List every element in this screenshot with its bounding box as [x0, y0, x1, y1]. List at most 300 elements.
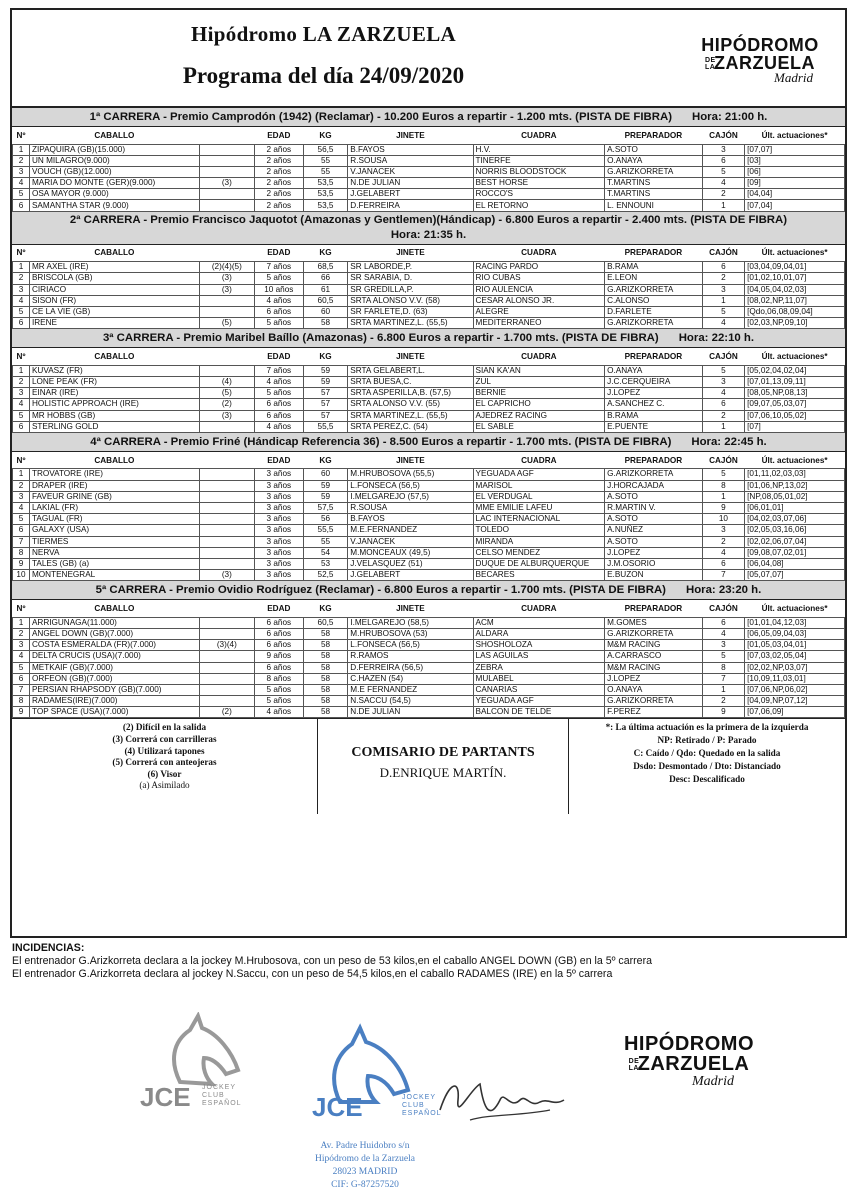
- table-cell: 53,5: [303, 178, 348, 189]
- table-cell: T.MARTINS: [605, 189, 703, 200]
- table-cell: MULABEL: [473, 673, 605, 684]
- table-cell: 5: [13, 410, 30, 421]
- race-header: [12, 212, 845, 245]
- col-last: Últ. actuaciones*: [761, 455, 828, 465]
- table-cell: 8: [13, 696, 30, 707]
- table-cell: M&M RACING: [605, 640, 703, 651]
- col-equipment: [199, 245, 254, 262]
- race-time: Hora: 21:35 h.: [390, 228, 467, 241]
- table-cell: 9: [702, 707, 744, 718]
- race-table: [12, 452, 845, 581]
- col-horse: CABALLO: [94, 604, 135, 613]
- table-cell: J.HORCAJADA: [605, 480, 703, 491]
- table-cell: [199, 696, 254, 707]
- table-cell: 5: [702, 651, 744, 662]
- jce-logo: JCE JOCKEY CLUB ESPAÑOL: [140, 1012, 300, 1132]
- table-cell: 5: [702, 365, 744, 376]
- col-stable: CUADRA: [521, 352, 557, 361]
- col-num: Nº: [16, 604, 26, 613]
- table-cell: 5 años: [254, 388, 303, 399]
- table-cell: YEGUADA AGF: [473, 696, 605, 707]
- hipodromo-logo-bottom: HIPÓDROMO DE LAZARZUELA Madrid: [623, 1033, 755, 1089]
- legend-item: (2) Difícil en la salida: [122, 722, 207, 733]
- note-item: C: Caído / Qdo: Quedado en la salida: [633, 748, 781, 759]
- table-row: [13, 558, 845, 569]
- table-cell: [01,01,04,12,03]: [745, 617, 845, 628]
- table-cell: [199, 617, 254, 628]
- table-cell: [07,06,NP,06,02]: [745, 684, 845, 695]
- col-trainer: PREPARADOR: [624, 604, 683, 613]
- table-cell: [199, 673, 254, 684]
- col-stable: CUADRA: [521, 130, 557, 140]
- table-cell: (3)(4): [199, 640, 254, 651]
- table-cell: [06]: [745, 166, 845, 177]
- table-cell: A.CARRASCO: [605, 651, 703, 662]
- table-cell: 2 años: [254, 144, 303, 155]
- table-cell: [02,02,NP,03,07]: [745, 662, 845, 673]
- table-cell: J.LOPEZ: [605, 547, 703, 558]
- table-cell: ALEGRE: [473, 306, 605, 317]
- table-cell: 5: [13, 306, 30, 317]
- table-row: [13, 166, 845, 177]
- table-cell: [04,04]: [745, 189, 845, 200]
- col-age: EDAD: [267, 455, 291, 465]
- table-cell: 5: [13, 662, 30, 673]
- table-cell: BERNIE: [473, 388, 605, 399]
- col-trainer: PREPARADOR: [624, 455, 683, 465]
- table-cell: 53,5: [303, 189, 348, 200]
- footer-box: [12, 718, 845, 814]
- table-cell: A.SOTO: [605, 491, 703, 502]
- table-cell: (3): [199, 284, 254, 295]
- table-cell: 57: [303, 399, 348, 410]
- table-cell: TROVATORE (IRE): [29, 469, 199, 480]
- table-cell: 2: [702, 273, 744, 284]
- table-cell: 6: [13, 525, 30, 536]
- table-cell: STERLING GOLD: [29, 421, 199, 432]
- table-cell: SR FARLETE,D. (63): [348, 306, 473, 317]
- races-container: [12, 108, 845, 718]
- table-cell: [02,02,06,07,04]: [745, 536, 845, 547]
- table-cell: 6: [702, 558, 744, 569]
- table-row: [13, 570, 845, 581]
- table-cell: MONTENEGRAL: [29, 570, 199, 581]
- table-cell: EL VERDUGAL: [473, 491, 605, 502]
- table-cell: 3: [13, 388, 30, 399]
- table-cell: 57: [303, 388, 348, 399]
- table-cell: 2 años: [254, 189, 303, 200]
- table-cell: 58: [303, 673, 348, 684]
- table-cell: B.FAYOS: [348, 514, 473, 525]
- table-cell: 3 años: [254, 525, 303, 536]
- table-row: [13, 155, 845, 166]
- table-cell: M.E FERNANDEZ: [348, 684, 473, 695]
- table-cell: V.JANACEK: [348, 536, 473, 547]
- table-cell: E.LEON: [605, 273, 703, 284]
- table-cell: 58: [303, 628, 348, 639]
- table-cell: MME EMILIE LAFEU: [473, 502, 605, 513]
- table-cell: (2): [199, 707, 254, 718]
- table-cell: YEGUADA AGF: [473, 469, 605, 480]
- race-section: [12, 212, 845, 330]
- table-cell: [Qdo,06,08,09,04]: [745, 306, 845, 317]
- legend-item: (a) Asimilado: [139, 780, 190, 791]
- table-cell: F.PEREZ: [605, 707, 703, 718]
- table-cell: 1: [13, 262, 30, 273]
- table-cell: 61: [303, 284, 348, 295]
- table-cell: TINERFE: [473, 155, 605, 166]
- table-row: [13, 536, 845, 547]
- table-cell: GALAXY (USA): [29, 525, 199, 536]
- race-table: [12, 127, 845, 212]
- table-cell: M.HRUBOSOVA (53): [348, 628, 473, 639]
- table-cell: [07,03,02,05,04]: [745, 651, 845, 662]
- table-cell: MARIA DO MONTE (GER)(9.000): [29, 178, 199, 189]
- table-cell: 5 años: [254, 273, 303, 284]
- table-cell: COSTA ESMERALDA (FR)(7.000): [29, 640, 199, 651]
- table-cell: [09,07,05,03,07]: [745, 399, 845, 410]
- col-kg: KG: [319, 248, 332, 258]
- table-cell: UN MILAGRO(9.000): [29, 155, 199, 166]
- table-cell: [01,05,03,04,01]: [745, 640, 845, 651]
- table-cell: SRTA MARTINEZ,L. (55,5): [348, 318, 473, 329]
- program-sheet: [10, 8, 847, 938]
- table-cell: 4: [13, 502, 30, 513]
- table-row: [13, 628, 845, 639]
- note-item: Desc: Descalificado: [669, 774, 745, 785]
- table-cell: 6 años: [254, 640, 303, 651]
- table-cell: 3 años: [254, 536, 303, 547]
- table-cell: NORRIS BLOODSTOCK: [473, 166, 605, 177]
- table-cell: [199, 166, 254, 177]
- col-kg: KG: [319, 352, 332, 361]
- table-cell: IRENE: [29, 318, 199, 329]
- table-cell: MR HOBBS (GB): [29, 410, 199, 421]
- note-item: *: La última actuación es la primera de la izquierda: [605, 722, 809, 733]
- table-row: [13, 306, 845, 317]
- race-time: Hora: 22:45 h.: [691, 435, 767, 448]
- table-cell: L.FONSECA (56,5): [348, 640, 473, 651]
- table-cell: TIERMES: [29, 536, 199, 547]
- table-cell: 58: [303, 662, 348, 673]
- table-cell: [07,07]: [745, 144, 845, 155]
- col-jockey: JINETE: [396, 455, 425, 465]
- table-cell: 53: [303, 558, 348, 569]
- table-row: [13, 491, 845, 502]
- table-cell: 3 años: [254, 491, 303, 502]
- col-age: EDAD: [267, 130, 291, 140]
- table-cell: SISON (FR): [29, 295, 199, 306]
- table-cell: EL CAPRICHO: [473, 399, 605, 410]
- table-cell: [07]: [745, 421, 845, 432]
- table-cell: 1: [702, 491, 744, 502]
- table-cell: 3: [13, 640, 30, 651]
- table-cell: 4 años: [254, 707, 303, 718]
- table-cell: FAVEUR GRINE (GB): [29, 491, 199, 502]
- table-cell: VOUCH (GB)(12.000): [29, 166, 199, 177]
- table-cell: 57,5: [303, 502, 348, 513]
- table-cell: O.ANAYA: [605, 155, 703, 166]
- table-cell: RADAMES(IRE)(7.000): [29, 696, 199, 707]
- table-cell: [199, 558, 254, 569]
- table-cell: OSA MAYOR (9.000): [29, 189, 199, 200]
- table-cell: 3 años: [254, 558, 303, 569]
- table-row: [13, 617, 845, 628]
- table-cell: ANGEL DOWN (GB)(7.000): [29, 628, 199, 639]
- table-cell: (3): [199, 178, 254, 189]
- col-num: Nº: [16, 130, 26, 140]
- table-cell: A.SOTO: [605, 536, 703, 547]
- table-row: [13, 684, 845, 695]
- table-cell: ZEBRA: [473, 662, 605, 673]
- table-cell: 6 años: [254, 410, 303, 421]
- table-cell: MIRANDA: [473, 536, 605, 547]
- col-equipment: [199, 452, 254, 469]
- table-cell: [08,02,NP,11,07]: [745, 295, 845, 306]
- table-cell: SRTA MARTINEZ,L. (55,5): [348, 410, 473, 421]
- table-cell: RIO CUBAS: [473, 273, 605, 284]
- table-cell: B.FAYOS: [348, 144, 473, 155]
- table-cell: 56: [303, 514, 348, 525]
- race-section: [12, 108, 845, 212]
- table-cell: 10: [702, 514, 744, 525]
- table-cell: 10: [13, 570, 30, 581]
- header: [12, 10, 845, 108]
- table-row: [13, 673, 845, 684]
- table-cell: A.SOTO: [605, 514, 703, 525]
- table-cell: [199, 295, 254, 306]
- col-trainer: PREPARADOR: [624, 352, 683, 361]
- table-cell: LAKIAL (FR): [29, 502, 199, 513]
- table-cell: [199, 189, 254, 200]
- table-cell: ARRIGUNAGA(11.000): [29, 617, 199, 628]
- col-gate: CAJÓN: [709, 130, 738, 140]
- table-cell: 2: [13, 628, 30, 639]
- table-cell: M.E.FERNANDEZ: [348, 525, 473, 536]
- table-cell: 3: [13, 491, 30, 502]
- table-cell: [199, 480, 254, 491]
- table-cell: TALES (GB) (a): [29, 558, 199, 569]
- table-cell: 2: [13, 480, 30, 491]
- table-cell: 59: [303, 480, 348, 491]
- table-cell: LAC INTERNACIONAL: [473, 514, 605, 525]
- table-cell: B.RAMA: [605, 410, 703, 421]
- table-row: [13, 144, 845, 155]
- table-cell: 4: [13, 178, 30, 189]
- col-age: EDAD: [267, 352, 291, 361]
- table-cell: M.HRUBOSOVA (55,5): [348, 469, 473, 480]
- table-cell: 1: [702, 200, 744, 211]
- col-jockey: JINETE: [396, 352, 425, 361]
- col-jockey: JINETE: [396, 248, 425, 258]
- table-cell: 4: [13, 399, 30, 410]
- table-cell: D.FERREIRA: [348, 200, 473, 211]
- table-cell: [04,09,NP,07,12]: [745, 696, 845, 707]
- col-stable: CUADRA: [521, 455, 557, 465]
- table-cell: J.M.OSORIO: [605, 558, 703, 569]
- table-cell: 6 años: [254, 617, 303, 628]
- table-cell: MEDITERRANEO: [473, 318, 605, 329]
- table-cell: 4: [702, 388, 744, 399]
- table-cell: H.V.: [473, 144, 605, 155]
- table-cell: 2 años: [254, 155, 303, 166]
- table-cell: 3: [702, 376, 744, 387]
- table-cell: 58: [303, 696, 348, 707]
- stamps-area: [0, 1000, 864, 1200]
- table-cell: 55: [303, 155, 348, 166]
- table-cell: [06,01,01]: [745, 502, 845, 513]
- table-cell: R.RAMOS: [348, 651, 473, 662]
- table-row: [13, 525, 845, 536]
- table-cell: L.FONSECA (56,5): [348, 480, 473, 491]
- table-cell: SRTA BUESA,C.: [348, 376, 473, 387]
- table-cell: ZIPAQUIRA (GB)(15.000): [29, 144, 199, 155]
- table-cell: MR AXEL (IRE): [29, 262, 199, 273]
- table-cell: 6: [702, 155, 744, 166]
- table-cell: M.MONCEAUX (49,5): [348, 547, 473, 558]
- table-cell: [199, 155, 254, 166]
- table-row: [13, 178, 845, 189]
- table-cell: (3): [199, 410, 254, 421]
- table-cell: [09]: [745, 178, 845, 189]
- table-cell: [199, 651, 254, 662]
- table-cell: 5 años: [254, 696, 303, 707]
- comisario: COMISARIO DE PARTANTS D.ENRIQUE MARTÍN.: [351, 745, 535, 781]
- table-cell: (2): [199, 399, 254, 410]
- table-cell: SR SARABIA, D.: [348, 273, 473, 284]
- horse-head-icon: [140, 1012, 260, 1092]
- table-cell: 7 años: [254, 262, 303, 273]
- table-cell: 59: [303, 491, 348, 502]
- race-header: [12, 329, 845, 348]
- table-cell: [08,05,NP,08,13]: [745, 388, 845, 399]
- table-cell: J.LOPEZ: [605, 388, 703, 399]
- table-cell: O.ANAYA: [605, 365, 703, 376]
- table-cell: SR GREDILLA,P.: [348, 284, 473, 295]
- table-cell: 3: [702, 640, 744, 651]
- table-cell: 66: [303, 273, 348, 284]
- table-cell: G.ARIZKORRETA: [605, 284, 703, 295]
- table-cell: 3 años: [254, 502, 303, 513]
- col-last: Últ. actuaciones*: [761, 604, 828, 613]
- col-equipment: [199, 600, 254, 617]
- table-cell: [199, 365, 254, 376]
- table-cell: 1: [13, 617, 30, 628]
- table-cell: [07,06,09]: [745, 707, 845, 718]
- table-cell: CANARIAS: [473, 684, 605, 695]
- incidencias: INCIDENCIAS: El entrenador G.Arizkorreta declara a la jockey M.Hrubosova, con un peso de 53 kilos,en el caballo ANGEL DOWN (GB) en la 5º carrera El entrenador G.Arizkorreta declara al jockey N.Saccu, con un peso de 54,5 kilos,en el caballo RADAMES (IRE) en la 5º carrera: [12, 942, 652, 980]
- table-cell: 6 años: [254, 306, 303, 317]
- table-cell: 60,5: [303, 295, 348, 306]
- table-cell: [199, 491, 254, 502]
- race-title: 2ª CARRERA - Premio Francisco Jaquotot (Amazonas y Gentlemen)(Hándicap) - 6.800 Euros a repartir - 2.400 mts. (PISTA DE FIBRA): [69, 213, 788, 226]
- col-gate: CAJÓN: [709, 248, 738, 258]
- col-trainer: PREPARADOR: [624, 130, 683, 140]
- table-cell: 3 años: [254, 480, 303, 491]
- table-cell: D.FARLETE: [605, 306, 703, 317]
- table-cell: [02,05,03,16,06]: [745, 525, 845, 536]
- table-cell: MARISOL: [473, 480, 605, 491]
- table-cell: N.DE JULIAN: [348, 707, 473, 718]
- table-row: [13, 284, 845, 295]
- table-cell: 4: [702, 547, 744, 558]
- table-cell: (5): [199, 318, 254, 329]
- table-cell: 52,5: [303, 570, 348, 581]
- table-cell: 9: [13, 558, 30, 569]
- col-gate: CAJÓN: [709, 455, 738, 465]
- table-cell: ALDARA: [473, 628, 605, 639]
- table-cell: 7 años: [254, 365, 303, 376]
- table-cell: 59: [303, 365, 348, 376]
- table-cell: BALCON DE TELDE: [473, 707, 605, 718]
- table-cell: CELSO MENDEZ: [473, 547, 605, 558]
- col-num: Nº: [16, 455, 26, 465]
- note-item: Dsdo: Desmontado / Dto: Distanciado: [633, 761, 781, 772]
- table-cell: [199, 200, 254, 211]
- table-cell: (3): [199, 273, 254, 284]
- col-horse: CABALLO: [94, 455, 135, 465]
- table-row: [13, 410, 845, 421]
- table-cell: [01,11,02,03,03]: [745, 469, 845, 480]
- race-time: Hora: 22:10 h.: [678, 332, 755, 345]
- table-cell: 3 años: [254, 469, 303, 480]
- table-row: [13, 640, 845, 651]
- table-cell: [199, 547, 254, 558]
- note-item: NP: Retirado / P: Parado: [657, 735, 757, 746]
- table-cell: TOP SPACE (USA)(7.000): [29, 707, 199, 718]
- table-cell: G.ARIZKORRETA: [605, 469, 703, 480]
- table-cell: J.GELABERT: [348, 570, 473, 581]
- table-cell: 55: [303, 536, 348, 547]
- col-kg: KG: [319, 130, 332, 140]
- table-cell: CE LA VIE (GB): [29, 306, 199, 317]
- race-title: 5ª CARRERA - Premio Ovidio Rodríguez (Reclamar) - 6.800 Euros a repartir - 1.700 mts. (PISTA DE FIBRA): [95, 584, 666, 597]
- table-cell: 1: [13, 365, 30, 376]
- table-cell: J.LOPEZ: [605, 673, 703, 684]
- table-row: [13, 514, 845, 525]
- table-cell: 7: [13, 684, 30, 695]
- table-cell: EL RETORNO: [473, 200, 605, 211]
- table-cell: BEST HORSE: [473, 178, 605, 189]
- table-cell: G.ARIZKORRETA: [605, 696, 703, 707]
- table-row: [13, 651, 845, 662]
- table-cell: 4: [702, 628, 744, 639]
- table-cell: SHOSHOLOZA: [473, 640, 605, 651]
- table-cell: [199, 502, 254, 513]
- table-cell: SIAN KA'AN: [473, 365, 605, 376]
- table-cell: [05,07,07]: [745, 570, 845, 581]
- race-section: [12, 581, 845, 718]
- table-cell: 9 años: [254, 651, 303, 662]
- table-cell: 58: [303, 651, 348, 662]
- table-cell: 7: [702, 570, 744, 581]
- table-cell: 55,5: [303, 421, 348, 432]
- col-last: Últ. actuaciones*: [761, 130, 828, 140]
- col-age: EDAD: [267, 604, 291, 613]
- table-cell: 2: [13, 376, 30, 387]
- table-cell: 5: [702, 306, 744, 317]
- table-cell: RIO AULENCIA: [473, 284, 605, 295]
- table-row: [13, 469, 845, 480]
- legend-item: (4) Utilizará tapones: [124, 745, 205, 756]
- table-cell: M&M RACING: [605, 662, 703, 673]
- table-cell: 6 años: [254, 399, 303, 410]
- table-cell: [199, 536, 254, 547]
- col-num: Nº: [16, 352, 26, 361]
- table-row: [13, 262, 845, 273]
- table-cell: 58: [303, 318, 348, 329]
- table-cell: R.SOUSA: [348, 502, 473, 513]
